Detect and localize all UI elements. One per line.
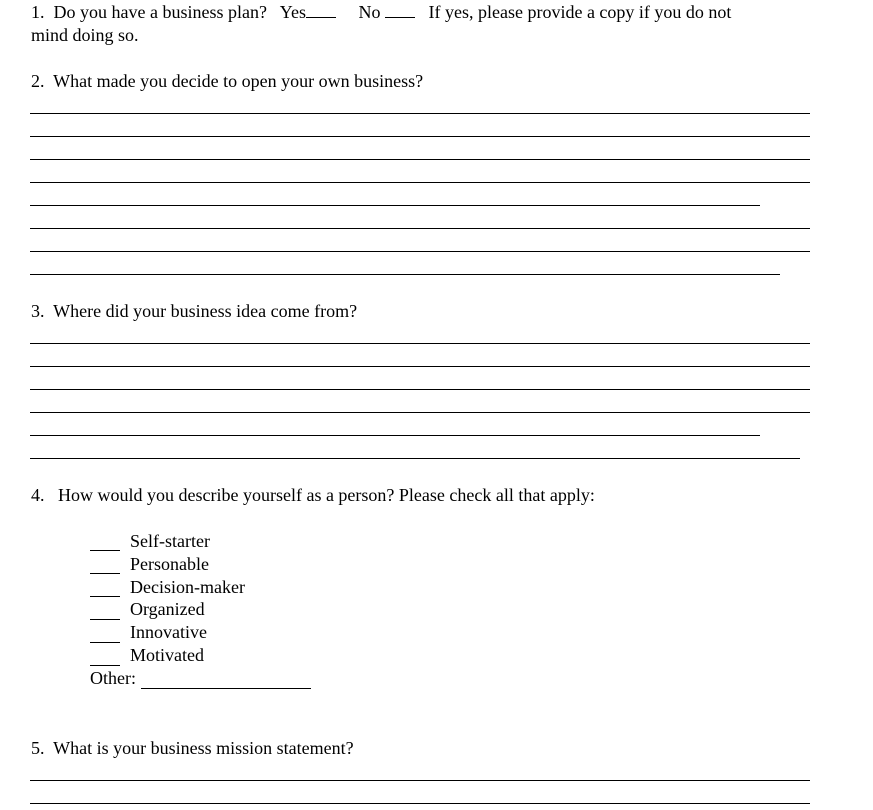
answer-line[interactable] [30, 412, 810, 413]
yes-answer-blank[interactable] [306, 3, 336, 18]
option-motivated: Motivated [130, 645, 204, 665]
question-1-instruction-continued: mind doing so. [31, 25, 139, 45]
other-label: Other: [90, 668, 136, 688]
question-1-instruction: If yes, please provide a copy if you do not [428, 2, 732, 22]
checkbox-blank-innovative[interactable] [90, 642, 120, 643]
option-personable: Personable [130, 554, 209, 574]
answer-line[interactable] [30, 780, 810, 781]
question-4: 4. How would you describe yourself as a person? Please check all that apply: [31, 485, 595, 505]
answer-line[interactable] [30, 389, 810, 390]
checkbox-blank-organized[interactable] [90, 619, 120, 620]
no-label: No [358, 2, 381, 22]
option-innovative: Innovative [130, 622, 207, 642]
answer-line[interactable] [30, 458, 800, 459]
question-1-text: Do you have a business plan? [53, 2, 267, 22]
answer-line[interactable] [30, 136, 810, 137]
question-3: 3. Where did your business idea come from? [31, 301, 358, 321]
checkbox-blank-decision-maker[interactable] [90, 596, 120, 597]
question-2: 2. What made you decide to open your own business? [31, 71, 424, 91]
option-self-starter: Self-starter [130, 531, 210, 551]
yes-label: Yes [279, 2, 306, 22]
answer-line[interactable] [30, 159, 810, 160]
answer-line[interactable] [30, 803, 810, 804]
answer-line[interactable] [30, 205, 760, 206]
answer-line[interactable] [30, 228, 810, 229]
question-5: 5. What is your business mission statement? [31, 738, 354, 758]
question-1-number: 1. [31, 2, 45, 22]
answer-line[interactable] [30, 274, 780, 275]
other-answer-line[interactable] [141, 688, 311, 689]
answer-line[interactable] [30, 435, 760, 436]
option-decision-maker: Decision-maker [130, 577, 245, 597]
checkbox-blank-personable[interactable] [90, 573, 120, 574]
no-answer-blank[interactable] [385, 3, 415, 18]
answer-line[interactable] [30, 251, 810, 252]
option-organized: Organized [130, 599, 205, 619]
answer-line[interactable] [30, 182, 810, 183]
answer-line[interactable] [30, 366, 810, 367]
checkbox-blank-self-starter[interactable] [90, 550, 120, 551]
question-1 [31, 1, 731, 24]
answer-line[interactable] [30, 343, 810, 344]
checkbox-blank-motivated[interactable] [90, 665, 120, 666]
answer-line[interactable] [30, 113, 810, 114]
